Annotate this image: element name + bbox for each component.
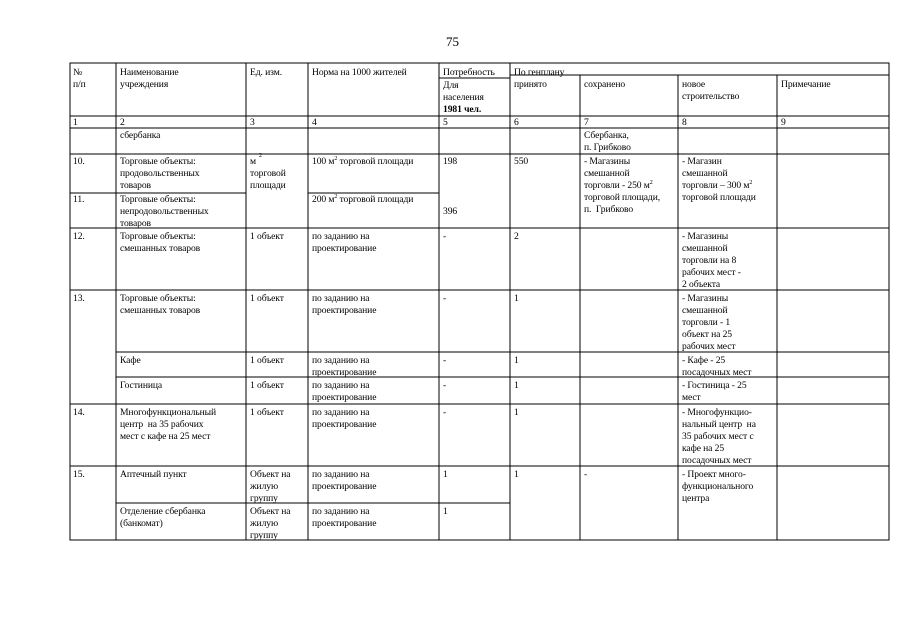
norm-a-row10: 100 м	[312, 156, 335, 167]
cell-new-hotel: - Гостиница - 25 мест	[682, 380, 747, 403]
cell-norm-hotel: по заданию на проектирование	[312, 380, 377, 403]
header-need-population: 1981 чел.	[443, 104, 482, 115]
cell-unit-row12: 1 объект	[250, 231, 284, 242]
cell-norm-row13: по заданию на проектирование	[312, 293, 377, 316]
cell-accepted-row15: 1	[514, 469, 519, 480]
col-number-9: 9	[781, 117, 786, 128]
cell-name-row13: Торговые объекты: смешанных товаров	[120, 293, 201, 316]
header-need-sub: Для населения	[443, 80, 484, 103]
norm-sup-row11: 2	[334, 194, 338, 200]
cell-kept-row0: Сбербанка, п. Грибково	[584, 130, 631, 153]
cell-unit-row15: Объект на жилую группу	[250, 469, 291, 504]
cell-accepted-cafe: 1	[514, 355, 519, 366]
cell-num-row15: 15.	[73, 469, 85, 480]
new-b-row10: торговой площади	[682, 192, 756, 203]
kept-b-row10: торговой площади, п. Грибково	[584, 192, 661, 215]
cell-accepted-row10: 550	[514, 156, 529, 167]
cell-accepted-row14: 1	[514, 407, 519, 418]
header-genplan: По генплану	[514, 67, 565, 78]
cell-name-row11: Торговые объекты: непродовольственных товаров	[120, 194, 209, 229]
cell-new-row15: - Проект много- функционального центра	[682, 469, 754, 504]
norm-sup-row10: 2	[334, 156, 338, 162]
cell-num-row11: 11.	[73, 194, 85, 205]
cell-unit-row10: м торговой площади	[250, 156, 286, 191]
header-unit: Ед. изм.	[250, 67, 282, 78]
col-number-1: 1	[73, 117, 78, 128]
cell-name-hotel: Гостиница	[120, 380, 163, 391]
header-need: Потребность	[443, 67, 495, 78]
kept-sup-row10: 2	[649, 180, 653, 186]
header-norm: Норма на 1000 жителей	[312, 67, 407, 78]
norm-b-row10: торговой площади	[337, 156, 414, 167]
cell-unit-sup-row10: 2	[259, 153, 262, 159]
cell-norm-cafe: по заданию на проектирование	[312, 355, 377, 378]
cell-norm-row15: по заданию на проектирование	[312, 469, 377, 492]
page-number: 75	[446, 34, 459, 49]
cell-num-row12: 12.	[73, 231, 85, 242]
cell-need-row13: -	[443, 293, 447, 304]
cell-name-row15: Аптечный пункт	[120, 469, 187, 480]
cell-need-row12: -	[443, 231, 447, 242]
cell-norm-row14: по заданию на проектирование	[312, 407, 377, 430]
cell-unit-cafe: 1 объект	[250, 355, 284, 366]
header-name: Наименование учреждения	[120, 67, 179, 90]
cell-new-row12: - Магазины смешанной торговли на 8 рабочих мест - 2 объекта	[682, 231, 741, 290]
cell-accepted-row12: 2	[514, 231, 519, 242]
cell-norm-row12: по заданию на проектирование	[312, 231, 377, 254]
cell-kept-row15: -	[584, 469, 588, 480]
cell-unit-row13: 1 объект	[250, 293, 284, 304]
cell-norm-bank: по заданию на проектирование	[312, 506, 377, 529]
cell-new-cafe: - Кафе - 25 посадочных мест	[682, 355, 752, 378]
col-number-5: 5	[443, 117, 448, 128]
cell-new-row14: - Многофункцио- нальный центр на 35 рабочих мест с кафе на 25 посадочных мест	[682, 407, 756, 466]
cell-name-row0: сбербанка	[120, 130, 161, 141]
cell-unit-row14: 1 объект	[250, 407, 284, 418]
norm-b-row11: торговой площади	[337, 194, 414, 205]
cell-need-cafe: -	[443, 355, 447, 366]
cell-num-row13: 13.	[73, 293, 85, 304]
col-number-7: 7	[584, 117, 589, 128]
cell-need-row11: 396	[443, 206, 458, 217]
kept-a-row10: - Магазины смешанной торговли - 250 м	[584, 156, 650, 191]
header-num: № п/п	[73, 67, 86, 90]
cell-accepted-hotel: 1	[514, 380, 519, 391]
cell-need-hotel: -	[443, 380, 447, 391]
col-number-6: 6	[514, 117, 519, 128]
cell-need-row15: 1	[443, 469, 448, 480]
cell-name-cafe: Кафе	[120, 355, 141, 366]
cell-need-row10: 198	[443, 156, 458, 167]
cell-name-bank: Отделение сбербанка (банкомат)	[120, 506, 206, 529]
cell-new-row10	[682, 156, 756, 204]
header-note: Примечание	[781, 79, 831, 90]
cell-name-row14: Многофункциональный центр на 35 рабочих мест с кафе на 25 мест	[120, 407, 217, 442]
cell-need-row14: -	[443, 407, 447, 418]
cell-norm-row10	[312, 156, 413, 168]
header-kept: сохранено	[584, 79, 626, 90]
cell-name-row10: Торговые объекты: продовольственных товаров	[120, 156, 200, 191]
new-sup-row10: 2	[749, 180, 753, 186]
cell-need-bank: 1	[443, 506, 448, 517]
col-number-2: 2	[120, 117, 125, 128]
col-number-8: 8	[682, 117, 687, 128]
header-accepted: принято	[514, 79, 547, 90]
cell-unit-bank: Объект на жилую группу	[250, 506, 291, 541]
new-a-row10: - Магазин смешанной торговли – 300 м	[682, 156, 750, 191]
cell-accepted-row13: 1	[514, 293, 519, 304]
col-number-3: 3	[250, 117, 255, 128]
cell-num-row10: 10.	[73, 156, 85, 167]
cell-name-row12: Торговые объекты: смешанных товаров	[120, 231, 201, 254]
cell-num-row14: 14.	[73, 407, 85, 418]
cell-kept-row10	[584, 156, 660, 216]
norm-a-row11: 200 м	[312, 194, 335, 205]
cell-new-row13: - Магазины смешанной торговли - 1 объект на 25 рабочих мест	[682, 293, 736, 352]
cell-norm-row11	[312, 194, 413, 206]
cell-unit-hotel: 1 объект	[250, 380, 284, 391]
col-number-4: 4	[312, 117, 317, 128]
header-new-build: новое строительство	[682, 79, 740, 102]
